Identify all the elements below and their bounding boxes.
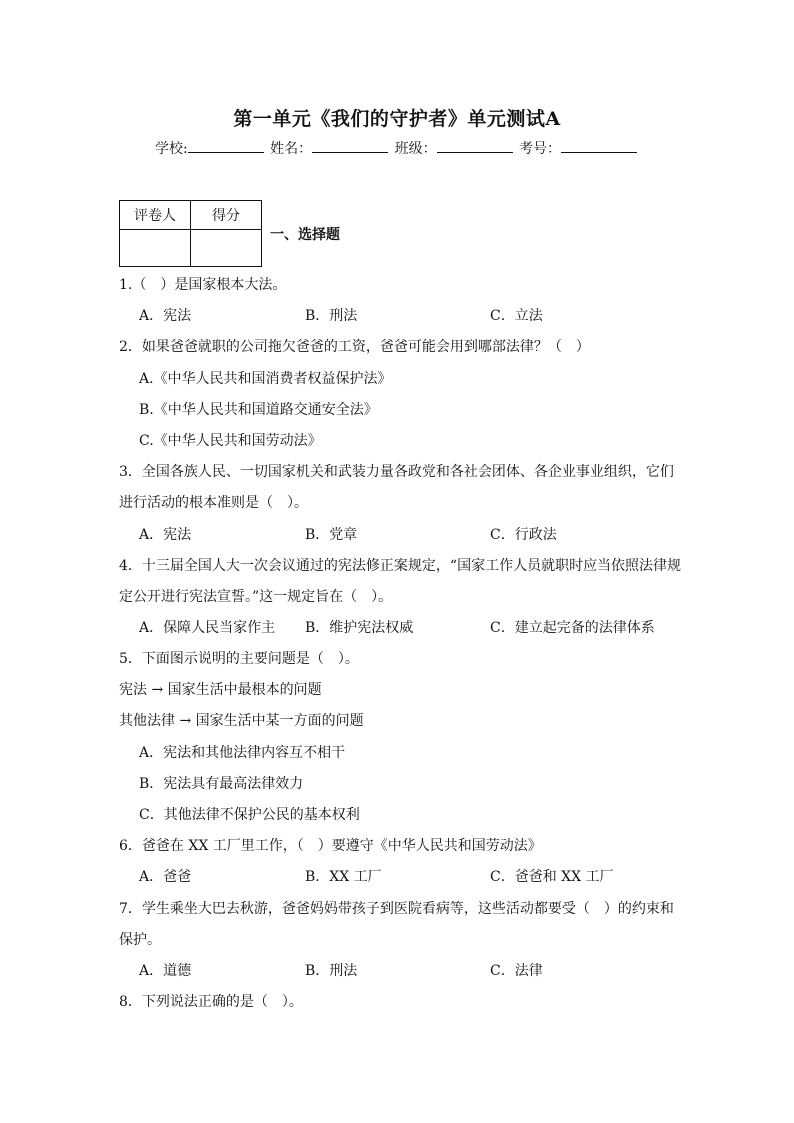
- question-4-option-a: A．保障人民当家作主: [139, 620, 276, 636]
- question-4-option-c: C．建立起完备的法律体系: [490, 620, 655, 636]
- page-title: 第一单元《我们的守护者》单元测试A: [233, 108, 561, 130]
- question-1-option-c: C．立法: [490, 308, 543, 324]
- question-8-stem: 8．下列说法正确的是（ ）。: [119, 994, 303, 1010]
- class-blank[interactable]: [437, 138, 513, 153]
- question-6-stem: 6．爸爸在 XX 工厂里工作，（ ）要遵守《中华人民共和国劳动法》: [119, 838, 542, 854]
- section-heading: 一、选择题: [270, 227, 340, 243]
- school-blank[interactable]: [188, 138, 264, 153]
- question-5-diagram-line-2: 其他法律 → 国家生活中某一方面的问题: [119, 713, 364, 729]
- score-table: [119, 200, 262, 267]
- question-5-diagram-line-1: 宪法 → 国家生活中最根本的问题: [119, 682, 322, 698]
- question-7-option-b: B．刑法: [305, 963, 358, 979]
- question-2-option-b: B.《中华人民共和国道路交通安全法》: [139, 402, 378, 418]
- question-7-option-a: A．道德: [139, 963, 192, 979]
- question-6-option-b: B．XX 工厂: [305, 869, 382, 885]
- score-header: 得分: [191, 201, 262, 230]
- question-1-option-a: A．宪法: [139, 308, 192, 324]
- question-4-option-b: B．维护宪法权威: [305, 620, 414, 636]
- question-6-option-c: C．爸爸和 XX 工厂: [490, 869, 614, 885]
- exam-number-blank[interactable]: [561, 138, 637, 153]
- question-7-option-c: C．法律: [490, 963, 543, 979]
- school-label: 学校:: [154, 141, 188, 157]
- question-3-option-c: C．行政法: [490, 527, 557, 543]
- question-6-option-a: A．爸爸: [139, 869, 192, 885]
- question-4-stem-line-1: 4．十三届全国人大一次会议通过的宪法修正案规定，“国家工作人员就职时应当依照法律规: [119, 558, 682, 574]
- question-5-option-b: B．宪法具有最高法律效力: [139, 776, 304, 792]
- question-7-stem-line-1: 7．学生乘坐大巴去秋游，爸爸妈妈带孩子到医院看病等，这些活动都要受（ ）的约束和: [119, 901, 674, 917]
- student-info-line: [0, 138, 794, 158]
- score-cell[interactable]: [191, 230, 262, 267]
- question-3-option-b: B．党章: [305, 527, 358, 543]
- grader-header: 评卷人: [120, 201, 191, 230]
- grader-cell[interactable]: [120, 230, 191, 267]
- name-label: 姓名：: [270, 141, 313, 157]
- question-3-option-a: A．宪法: [139, 527, 192, 543]
- question-2-stem: 2．如果爸爸就职的公司拖欠爸爸的工资，爸爸可能会用到哪部法律？（ ）: [119, 339, 590, 355]
- question-1-option-b: B．刑法: [305, 308, 358, 324]
- question-5-option-c: C．其他法律不保护公民的基本权利: [139, 807, 360, 823]
- question-4-stem-line-2: 定公开进行宪法宣誓。”这一规定旨在（ ）。: [119, 589, 393, 605]
- question-5-stem: 5．下面图示说明的主要问题是（ ）。: [119, 651, 359, 667]
- question-2-option-a: A.《中华人民共和国消费者权益保护法》: [139, 371, 392, 387]
- question-5-option-a: A．宪法和其他法律内容互不相干: [139, 745, 346, 761]
- question-2-option-c: C.《中华人民共和国劳动法》: [139, 433, 322, 449]
- question-7-stem-line-2: 保护。: [119, 932, 161, 948]
- question-3-stem-line-2: 进行活动的根本准则是（ ）。: [119, 495, 308, 511]
- name-blank[interactable]: [312, 138, 388, 153]
- question-1-stem: 1.（ ）是国家根本大法。: [119, 277, 287, 293]
- class-label: 班级：: [394, 141, 437, 157]
- exam-number-label: 考号：: [519, 141, 562, 157]
- question-3-stem-line-1: 3．全国各族人民、一切国家机关和武装力量各政党和各社会团体、各企业事业组织，它们: [119, 464, 674, 480]
